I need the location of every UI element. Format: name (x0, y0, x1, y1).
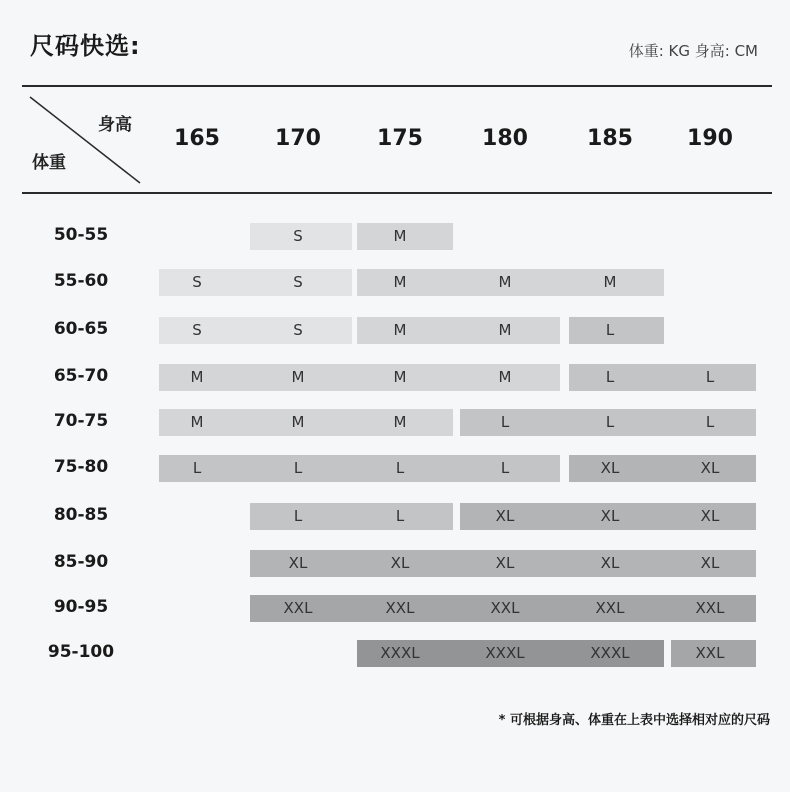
height-header-185: 185 (587, 126, 633, 151)
size-cell-m: M (393, 321, 407, 339)
size-cell-l: L (605, 413, 615, 431)
size-cell-xl: XL (600, 554, 620, 572)
height-axis-label: 身高 (98, 115, 132, 135)
size-cell-xxl: XXL (490, 599, 520, 617)
size-cell-l: L (605, 321, 615, 339)
size-cell-xl: XL (495, 507, 515, 525)
size-cell-xxl: XXL (283, 599, 313, 617)
height-header-165: 165 (174, 126, 220, 151)
weight-row-label: 65-70 (53, 366, 109, 386)
size-cell-m: M (393, 227, 407, 245)
size-cell-m: M (190, 368, 204, 386)
size-cell-l: L (605, 368, 615, 386)
size-cell-m: M (393, 368, 407, 386)
size-cell-l: L (293, 507, 303, 525)
size-cell-m: M (603, 273, 617, 291)
size-cell-xxxl: XXXL (485, 644, 525, 662)
size-cell-xl: XL (700, 554, 720, 572)
size-cell-l: L (500, 459, 510, 477)
size-cell-l: L (395, 507, 405, 525)
size-cell-xl: XL (600, 459, 620, 477)
height-header-180: 180 (482, 126, 528, 151)
weight-axis-label: 体重 (32, 153, 66, 173)
weight-row-label: 55-60 (53, 271, 109, 291)
size-cell-xxl: XXL (695, 644, 725, 662)
size-cell-s: S (192, 321, 202, 339)
weight-row-label: 60-65 (53, 319, 109, 339)
page-title: 尺码快选: (30, 32, 141, 60)
size-cell-xxl: XXL (385, 599, 415, 617)
size-cell-m: M (498, 273, 512, 291)
size-cell-m: M (393, 273, 407, 291)
size-cell-l: L (705, 413, 715, 431)
size-cell-l: L (705, 368, 715, 386)
size-cell-m: M (291, 413, 305, 431)
weight-row-label: 75-80 (53, 457, 109, 477)
size-cell-xl: XL (288, 554, 308, 572)
size-cell-l: L (192, 459, 202, 477)
size-cell-xl: XL (700, 459, 720, 477)
size-cell-l: L (395, 459, 405, 477)
weight-row-label: 85-90 (53, 552, 109, 572)
size-cell-m: M (393, 413, 407, 431)
size-cell-m: M (190, 413, 204, 431)
weight-row-label: 80-85 (53, 505, 109, 525)
size-cell-xl: XL (600, 507, 620, 525)
header-diagonal-line (22, 87, 152, 192)
size-cell-m: M (498, 321, 512, 339)
height-header-190: 190 (687, 126, 733, 151)
size-cell-s: S (293, 321, 303, 339)
size-cell-xxl: XXL (595, 599, 625, 617)
size-cell-xxl: XXL (695, 599, 725, 617)
size-cell-m: M (291, 368, 305, 386)
size-cell-m: M (498, 368, 512, 386)
height-header-175: 175 (377, 126, 423, 151)
table-header-border (22, 192, 772, 194)
weight-row-label: 95-100 (47, 642, 115, 662)
size-cell-s: S (293, 227, 303, 245)
weight-row-label: 50-55 (53, 225, 109, 245)
size-cell-xl: XL (390, 554, 410, 572)
size-cell-s: S (293, 273, 303, 291)
weight-row-label: 90-95 (53, 597, 109, 617)
footnote: * 可根据身高、体重在上表中选择相对应的尺码 (498, 713, 770, 728)
size-cell-l: L (293, 459, 303, 477)
size-cell-l: L (500, 413, 510, 431)
height-header-170: 170 (275, 126, 321, 151)
units-label: 体重: KG 身高: CM (628, 42, 758, 60)
size-cell-xxxl: XXXL (380, 644, 420, 662)
size-cell-xl: XL (700, 507, 720, 525)
size-cell-s: S (192, 273, 202, 291)
size-cell-xxxl: XXXL (590, 644, 630, 662)
weight-row-label: 70-75 (53, 411, 109, 431)
size-cell-xl: XL (495, 554, 515, 572)
